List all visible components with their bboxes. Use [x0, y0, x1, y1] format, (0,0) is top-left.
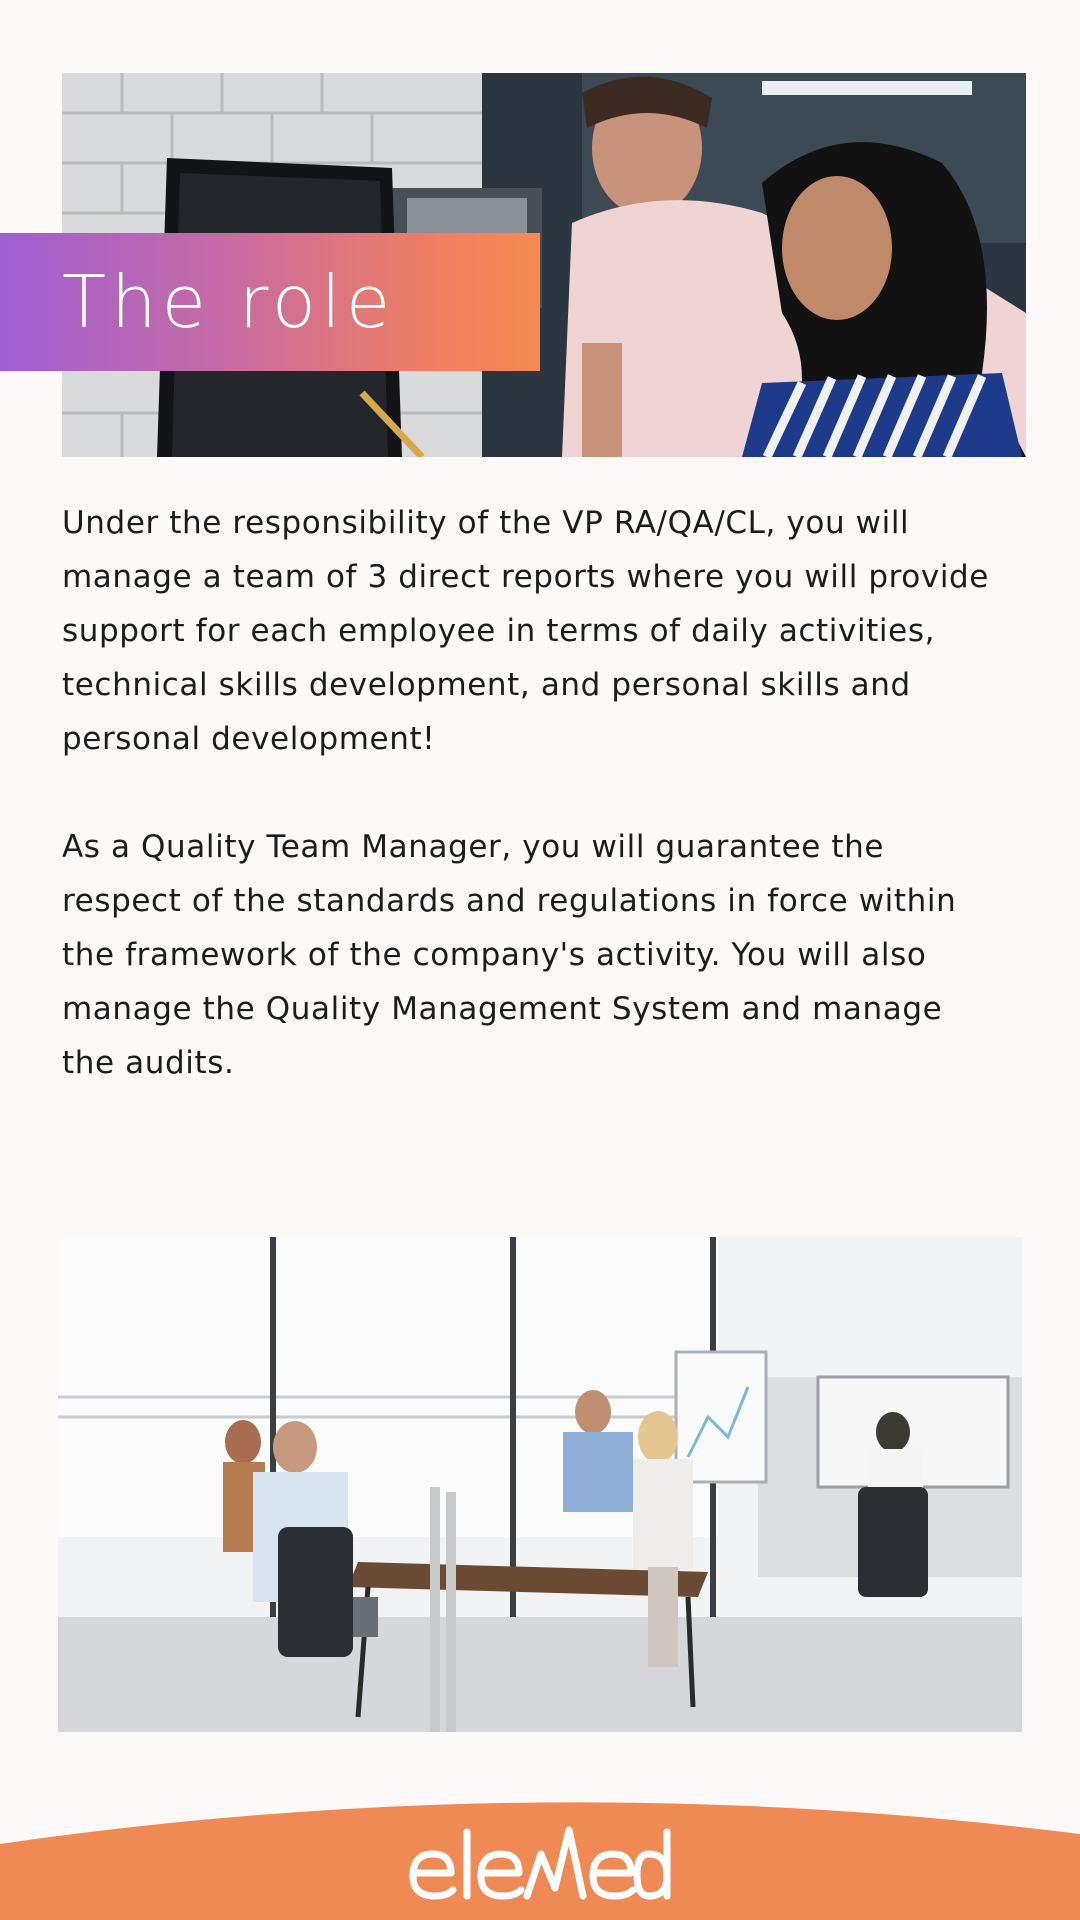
- elemed-logo-icon[interactable]: [0, 1826, 1080, 1906]
- office-photo-illustration: [58, 1237, 1022, 1732]
- title-banner: [0, 233, 540, 371]
- page-title: The role: [62, 260, 396, 344]
- paragraph-responsibility: Under the responsibility of the VP RA/QA/CL, you will manage a team of 3 direct reports where you will provide support for each employee in terms of daily activities, technical skills development, and personal skills and personal development!: [62, 505, 989, 757]
- office-photo: [58, 1237, 1022, 1732]
- footer: [0, 1786, 1080, 1920]
- paragraph-quality: As a Quality Team Manager, you will guarantee the respect of the standards and regulations in force within the framework of the company's activity. You will also manage the Quality Management System and manage the audits.: [62, 829, 957, 1081]
- role-description: [62, 496, 1002, 1144]
- elemed-logo-mark: [405, 1826, 675, 1904]
